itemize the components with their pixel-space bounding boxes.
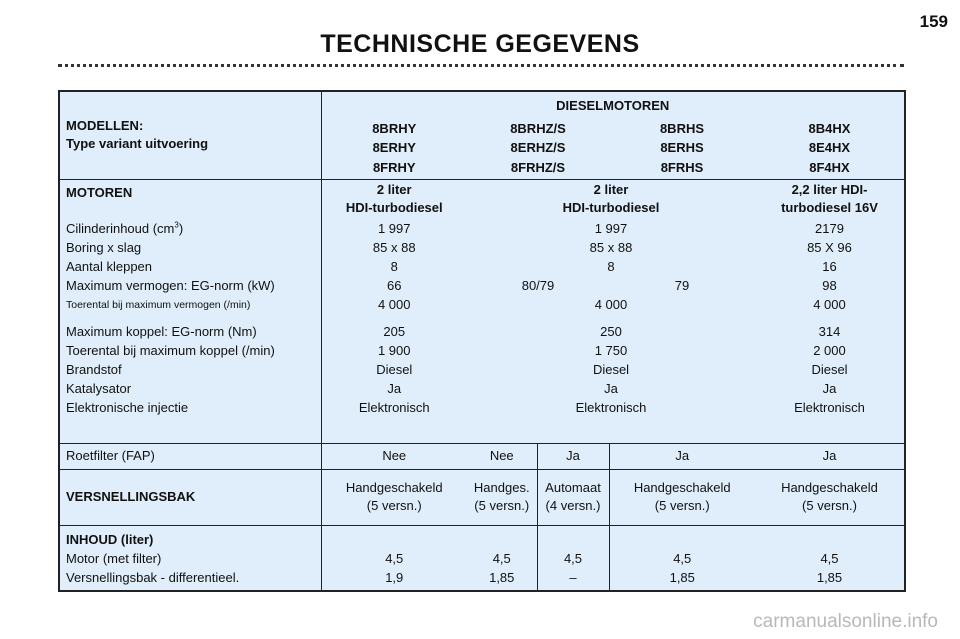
spec-cell: Ja (609, 443, 755, 469)
page-title: TECHNISCHE GEGEVENS (320, 30, 640, 58)
row-label: Katalysator (66, 380, 132, 396)
spec-cell: 79 (674, 277, 690, 293)
spec-cell: 4 000 (813, 296, 846, 312)
spec-cell: 1 997 (594, 220, 628, 236)
engine-size: 2 liter (376, 182, 412, 198)
spacer (59, 417, 321, 443)
spec-cell: Diesel (811, 361, 848, 377)
spec-cell: Elektronisch (794, 399, 865, 415)
spec-row (59, 360, 905, 379)
spec-cell: Elektronisch (575, 399, 647, 415)
gearbox-gears: (4 versn.) (545, 498, 601, 513)
spec-cell: Ja (822, 380, 837, 396)
models-label: MODELLEN: (66, 118, 144, 134)
spacer-row (59, 587, 905, 591)
engine-type: HDI-turbodiesel (562, 200, 660, 216)
spec-row (59, 379, 905, 398)
engine-cell (467, 179, 755, 219)
gearbox-type: Automaat (545, 480, 601, 495)
spec-cell: 4,5 (321, 549, 467, 568)
variant-cell: 8ERHZ/S (510, 139, 566, 155)
variant-cell: 8E4HX (808, 139, 851, 155)
spec-cell: Ja (604, 380, 618, 396)
title-divider (58, 64, 904, 67)
spacer (537, 525, 609, 549)
row-label: Toerental bij maximum vermogen (/min) (66, 298, 251, 311)
gearbox-cell (755, 469, 905, 525)
gearbox-cell (321, 469, 467, 525)
spec-cell: 2179 (815, 220, 844, 236)
variant-cell: 8BRHZ/S (510, 120, 566, 136)
spec-cell: 8 (607, 258, 615, 274)
row-label: INHOUD (liter) (59, 525, 321, 549)
spec-row (59, 238, 905, 257)
capacity-header-row (59, 525, 905, 549)
spec-cell: 1 900 (321, 341, 467, 360)
gearbox-cell (609, 469, 755, 525)
variant-cell: 8ERHS (660, 139, 704, 155)
gearbox-type: Handgeschakeld (781, 480, 878, 495)
row-label: Elektronische injectie (66, 399, 189, 415)
spacer (755, 587, 905, 591)
variant-cell: 8FRHS (660, 159, 704, 175)
variant-cell: 8B4HX (808, 120, 851, 136)
engines-label: MOTOREN (59, 179, 321, 219)
spec-cell: 4,5 (537, 549, 609, 568)
spec-cell: Nee (467, 443, 537, 469)
gearbox-row (59, 469, 905, 525)
spec-cell: 85 x 88 (589, 239, 633, 255)
spec-row (59, 341, 905, 360)
spec-cell: Nee (321, 443, 467, 469)
engine-cell (755, 179, 905, 219)
spec-cell: 98 (822, 277, 837, 293)
gearbox-type: Handges. (473, 480, 530, 495)
spec-row (59, 398, 905, 417)
spec-cell: 2 000 (813, 342, 846, 358)
spec-cell: 205 (321, 322, 467, 341)
spec-cell: 4,5 (820, 550, 839, 566)
spec-row (59, 568, 905, 587)
spacer (59, 314, 321, 322)
spacer (59, 587, 321, 591)
spec-row (59, 295, 905, 314)
diesel-engines-header: DIESELMOTOREN (321, 91, 905, 119)
spec-cell: 85 X 96 (807, 239, 852, 255)
spec-row (59, 276, 905, 295)
spec-cell: 85 x 88 (321, 238, 467, 257)
variant-cell: 8BRHS (659, 120, 705, 136)
superscript: 3 (174, 220, 179, 230)
bracket: ) (178, 220, 184, 236)
gearbox-gears: (5 versn.) (366, 498, 422, 513)
spacer (321, 587, 467, 591)
spec-cell: 1,85 (609, 568, 755, 587)
row-label: Versnellingsbak - differentieel. (66, 569, 240, 585)
spec-cell: 1,85 (816, 569, 843, 585)
spec-row (59, 219, 905, 238)
gearbox-gears: (5 versn.) (654, 498, 710, 513)
spec-cell: 4,5 (609, 549, 755, 568)
spec-cell: Diesel (592, 361, 630, 377)
spec-cell: 4 000 (321, 295, 467, 314)
spec-cell: – (537, 568, 609, 587)
spec-cell: Ja (537, 443, 609, 469)
spec-cell: 1,85 (489, 569, 515, 585)
row-label: Roetfilter (FAP) (59, 443, 321, 469)
displacement-label: Cilinderinhoud (cm (66, 220, 175, 236)
engine-type: turbodiesel 16V (781, 200, 878, 216)
row-label: Motor (met filter) (66, 550, 162, 566)
gearbox-type: Handgeschakeld (633, 480, 731, 495)
spec-table (58, 90, 906, 592)
row-label: Brandstof (66, 361, 122, 377)
spacer (321, 417, 905, 443)
spec-cell: 4 000 (594, 296, 628, 312)
spacer (609, 525, 755, 549)
engine-size: 2,2 liter HDI- (791, 182, 868, 198)
row-label (59, 219, 321, 238)
spec-cell: Diesel (321, 360, 467, 379)
row-label: Boring x slag (66, 239, 142, 255)
spec-row (59, 549, 905, 568)
row-label: VERSNELLINGSBAK (59, 469, 321, 525)
spec-cell: 8 (321, 257, 467, 276)
row-label: Maximum koppel: EG-norm (Nm) (66, 323, 257, 339)
spacer (755, 525, 905, 549)
gearbox-cell (537, 469, 609, 525)
page-number: 159 (919, 12, 948, 31)
row-label: Maximum vermogen: EG-norm (kW) (66, 277, 275, 293)
spec-cell: Elektronisch (321, 398, 467, 417)
spec-cell: 16 (822, 258, 837, 274)
models-header-cell (59, 91, 321, 179)
spec-cell: Ja (755, 443, 905, 469)
fap-row (59, 443, 905, 469)
variant-cell: 8FRHZ/S (510, 159, 566, 175)
gearbox-gears: (5 versn.) (474, 498, 530, 513)
spacer (467, 587, 537, 591)
variant-cell: 8ERHY (321, 138, 467, 157)
engine-cell (321, 179, 467, 219)
variant-cell: 8BRHY (321, 119, 467, 138)
engine-type: HDI-turbodiesel (345, 200, 443, 216)
spec-cell: Ja (321, 379, 467, 398)
spec-cell: 250 (600, 323, 622, 339)
spec-cell: 4,5 (492, 550, 511, 566)
variant-cell: 8F4HX (809, 159, 850, 175)
spacer-row (59, 417, 905, 443)
spec-cell: 1 997 (321, 219, 467, 238)
spacer (537, 587, 609, 591)
spacer-row (59, 314, 905, 322)
row-label: Toerental bij maximum koppel (/min) (66, 342, 275, 358)
spacer (609, 587, 755, 591)
spec-cell: 1,9 (321, 568, 467, 587)
spacer (321, 525, 467, 549)
spec-row (59, 322, 905, 341)
spec-cell: 314 (818, 323, 841, 339)
spec-cell: 1 750 (594, 342, 628, 358)
spec-cell: 80/79 (521, 277, 555, 293)
row-label: Aantal kleppen (66, 258, 153, 274)
spec-cell: 66 (321, 276, 467, 295)
gearbox-type: Handgeschakeld (345, 480, 443, 495)
spacer (321, 314, 905, 322)
spacer (467, 525, 537, 549)
type-variant-label: Type variant uitvoering (66, 136, 209, 152)
variant-cell: 8FRHY (321, 157, 467, 179)
engine-row (59, 179, 905, 219)
spec-row (59, 257, 905, 276)
watermark: carmanualsonline.info (753, 611, 938, 632)
gearbox-gears: (5 versn.) (802, 498, 857, 513)
engine-size: 2 liter (593, 182, 629, 198)
gearbox-cell (467, 469, 537, 525)
header-group-row (59, 91, 905, 119)
